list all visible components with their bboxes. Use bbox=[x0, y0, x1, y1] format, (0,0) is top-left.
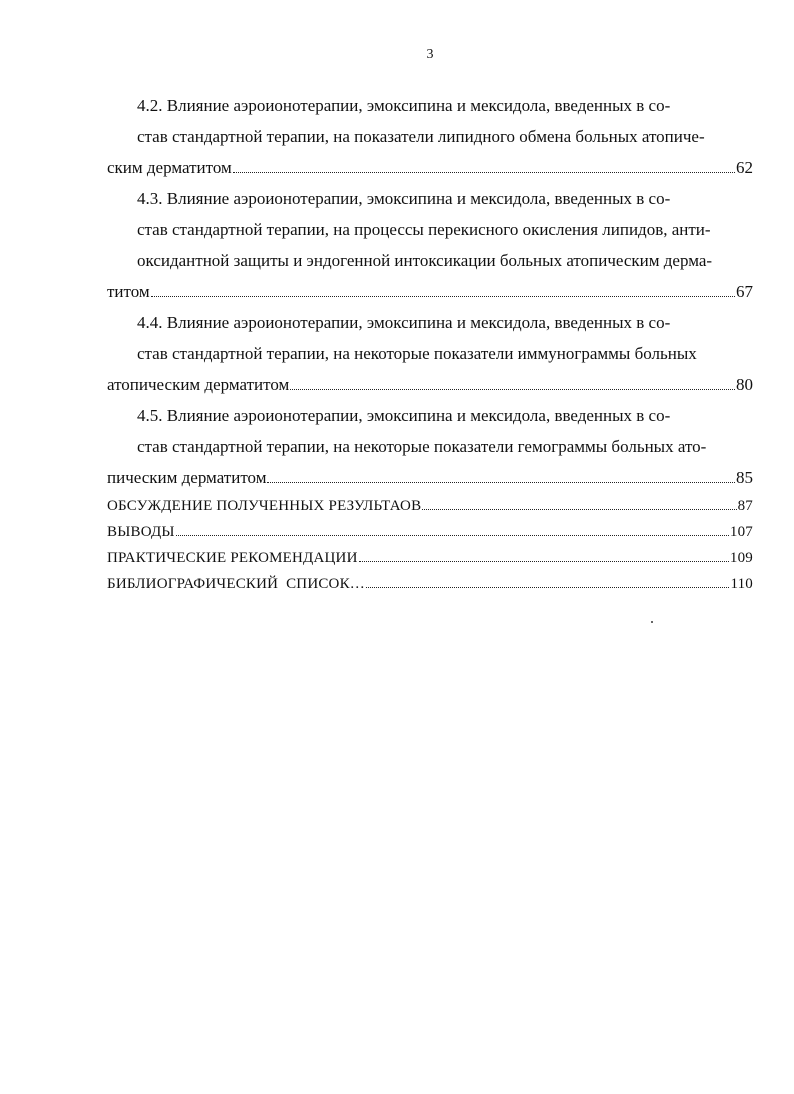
toc-page-number: 107 bbox=[729, 524, 753, 540]
toc-entry-line: пическим дерматитом bbox=[107, 468, 267, 487]
toc-page-number: 80 bbox=[736, 375, 753, 394]
dot-leader bbox=[151, 296, 735, 297]
dot-leader bbox=[233, 172, 735, 173]
toc-entry-line: став стандартной терапии, на некоторые показатели иммунограммы больных bbox=[137, 344, 697, 363]
dot-leader bbox=[422, 509, 736, 510]
toc-entry-4-4 bbox=[107, 307, 753, 400]
toc-entry-line: 4.3. Влияние аэроионотерапии, эмоксипина и мексидола, введенных в со- bbox=[137, 189, 671, 208]
page-number: 3 bbox=[426, 47, 434, 62]
toc-entry-4-2 bbox=[107, 90, 753, 183]
toc-entry-line: титом bbox=[107, 282, 150, 301]
toc-page-number: 87 bbox=[737, 498, 753, 514]
toc-heading-title: ОБСУЖДЕНИЕ ПОЛУЧЕННЫХ РЕЗУЛЬТАОВ bbox=[107, 498, 422, 514]
toc-entry-line: ским дерматитом bbox=[107, 158, 232, 177]
scan-speck bbox=[651, 621, 653, 623]
toc-page-number: 110 bbox=[730, 576, 753, 592]
dot-leader bbox=[366, 587, 729, 588]
toc-entry-leader-line bbox=[107, 369, 753, 400]
toc-entry-line: атопическим дерматитом bbox=[107, 375, 290, 394]
toc-entry-line: 4.5. Влияние аэроионотерапии, эмоксипина и мексидола, введенных в со- bbox=[137, 406, 671, 425]
dot-leader bbox=[176, 535, 729, 536]
toc-page-number: 67 bbox=[736, 282, 753, 301]
toc-entry-4-3 bbox=[107, 183, 753, 307]
toc-heading-title: ПРАКТИЧЕСКИЕ РЕКОМЕНДАЦИИ bbox=[107, 550, 358, 566]
toc-page-number: 85 bbox=[736, 468, 753, 487]
toc-page-number: 109 bbox=[729, 550, 753, 566]
toc-entry-line: 4.2. Влияние аэроионотерапии, эмоксипина и мексидола, введенных в со- bbox=[137, 96, 671, 115]
toc-entry-line: став стандартной терапии, на некоторые показатели гемограммы больных ато- bbox=[137, 437, 707, 456]
toc-entry-line: став стандартной терапии, на процессы перекисного окисления липидов, анти- bbox=[137, 220, 711, 239]
toc-entry-line: став стандартной терапии, на показатели липидного обмена больных атопиче- bbox=[137, 127, 705, 146]
toc-heading-bibliography bbox=[107, 571, 753, 597]
toc-entry-4-5 bbox=[107, 400, 753, 493]
toc-heading-conclusions bbox=[107, 519, 753, 545]
dot-leader bbox=[290, 389, 735, 390]
toc-heading-recommendations bbox=[107, 545, 753, 571]
toc-entry-leader-line bbox=[107, 462, 753, 493]
toc-entry-line: 4.4. Влияние аэроионотерапии, эмоксипина и мексидола, введенных в со- bbox=[137, 313, 671, 332]
toc-entry-leader-line bbox=[107, 276, 753, 307]
toc-entry-leader-line bbox=[107, 152, 753, 183]
toc-heading-discussion bbox=[107, 493, 753, 519]
toc-heading-title: ВЫВОДЫ bbox=[107, 524, 175, 540]
dot-leader bbox=[267, 482, 735, 483]
dot-leader bbox=[359, 561, 729, 562]
table-of-contents bbox=[107, 90, 753, 597]
toc-entry-line: оксидантной защиты и эндогенной интоксикации больных атопическим дерма- bbox=[137, 251, 713, 270]
toc-page-number: 62 bbox=[736, 158, 753, 177]
toc-heading-title: БИБЛИОГРАФИЧЕСКИЙ СПИСОК… bbox=[107, 576, 365, 592]
